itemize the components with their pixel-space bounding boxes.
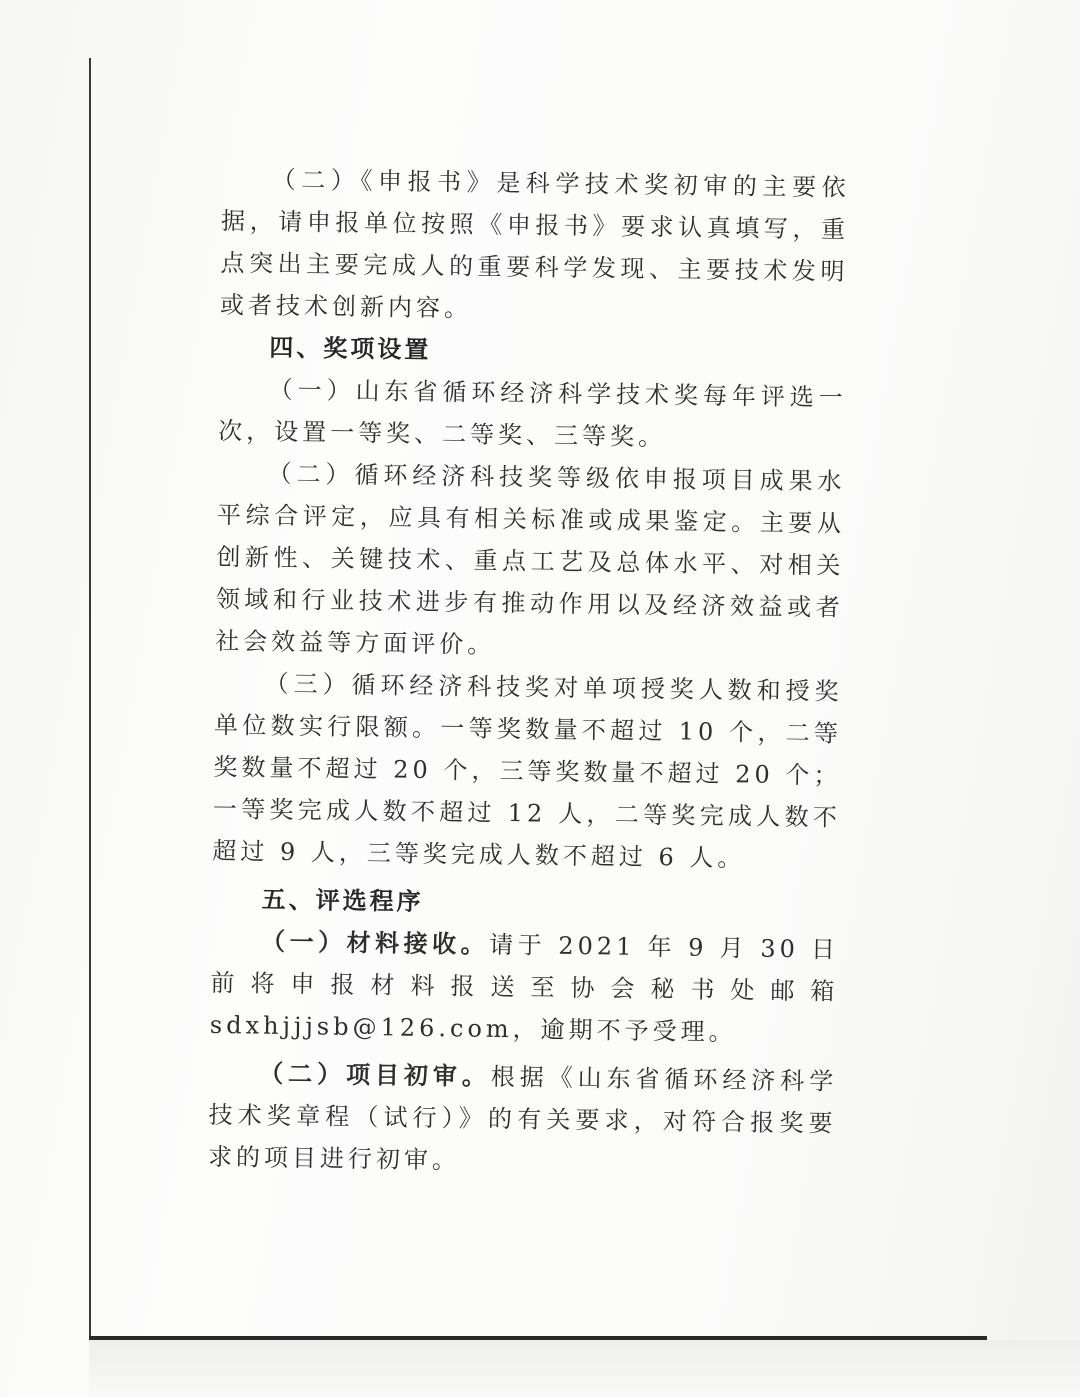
paragraph-application-form: （二）《申报书》是科学技术奖初审的主要依据，请申报单位按照《申报书》要求认真填写，重点突出主要完成人的重要科学发现、主要技术发明或者技术创新内容。: [219, 165, 850, 323]
page-left-edge: [89, 58, 91, 1340]
paragraph-material-receipt: [210, 920, 840, 1055]
paragraph-lead: （一）材料接收。: [260, 926, 490, 959]
paragraph-award-frequency: （一）山东省循环经济科学技术奖每年评选一次，设置一等奖、二等奖、三等奖。: [217, 375, 847, 452]
section-heading-selection-procedure: 五、评选程序: [261, 885, 424, 916]
document-body: [208, 158, 850, 1187]
paragraph-preliminary-review: [208, 1052, 838, 1187]
section-heading-award-settings: 四、奖项设置: [269, 333, 432, 364]
paragraph-award-grading: （二）循环经济科技奖等级依申报项目成果水平综合评定，应具有相关标准或成果鉴定。主要从创新性、关键技术、重点工艺及总体水平、对相关领域和行业技术进步有推动作用以及经济效益或者社会效益等方面评价。: [215, 459, 846, 659]
paragraph-text: 根据《山东省循环经济科学技术奖章程（试行）》的有关要求，对符合报奖要求的项目进行初审。: [207, 1062, 838, 1175]
paragraph-text: 请于 2021 年 9 月 30 日前将申报材料报送至协会秘书处邮箱 sdxhjjjsb@126.com，逾期不予受理。: [209, 930, 840, 1047]
paragraph-award-quota: （三）循环经济科技奖对单项授奖人数和授奖单位数实行限额。一等奖数量不超过 10 个，二等奖数量不超过 20 个，三等奖数量不超过 20 个；一等奖完成人数不超过 12 人，二等奖完成人数不超过 9 人，三等奖完成人数不超过 6 人。: [212, 669, 843, 873]
page-bottom-shadow: [89, 1340, 1080, 1397]
paragraph-lead: （二）项目初审。: [259, 1058, 492, 1091]
